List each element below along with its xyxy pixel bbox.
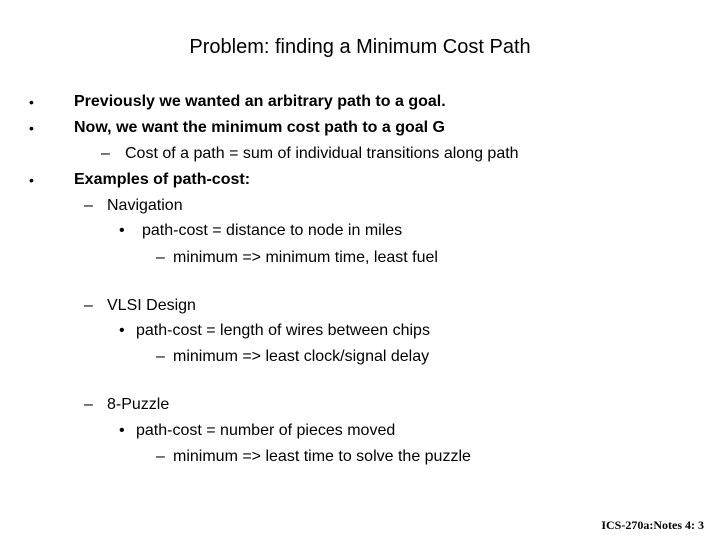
item-navigation-cost: path-cost = distance to node in miles — [142, 222, 403, 239]
dash-glyph: – — [101, 145, 110, 162]
dash-glyph: – — [84, 197, 93, 214]
dash-glyph: – — [156, 448, 165, 465]
item-navigation-min: minimum => minimum time, least fuel — [173, 249, 438, 266]
dash-glyph: – — [84, 297, 93, 314]
item-previously: Previously we wanted an arbitrary path to a goal. — [74, 93, 446, 110]
item-puzzle-min: minimum => least time to solve the puzzle — [173, 448, 471, 465]
bullet-glyph: • — [29, 120, 34, 136]
bullet-glyph: • — [119, 222, 125, 239]
slide-title: Problem: finding a Minimum Cost Path — [189, 36, 531, 58]
item-examples: Examples of path-cost: — [74, 171, 251, 188]
dash-glyph: – — [84, 396, 93, 413]
bullet-glyph: • — [29, 94, 34, 110]
dash-glyph: – — [156, 348, 165, 365]
item-now-sub: Cost of a path = sum of individual transitions along path — [125, 145, 519, 162]
item-puzzle-cost: path-cost = number of pieces moved — [136, 422, 396, 439]
bullet-glyph: • — [119, 422, 125, 439]
item-vlsi-min: minimum => least clock/signal delay — [173, 348, 430, 365]
item-vlsi: VLSI Design — [107, 297, 196, 314]
item-vlsi-cost: path-cost = length of wires between chips — [136, 322, 430, 339]
item-navigation: Navigation — [107, 197, 183, 214]
dash-glyph: – — [156, 249, 165, 266]
slide-footer: ICS-270a:Notes 4: 3 — [601, 518, 704, 532]
bullet-glyph: • — [29, 172, 34, 188]
item-now: Now, we want the minimum cost path to a goal G — [74, 119, 445, 136]
bullet-glyph: • — [119, 322, 125, 339]
item-puzzle: 8-Puzzle — [107, 396, 170, 413]
